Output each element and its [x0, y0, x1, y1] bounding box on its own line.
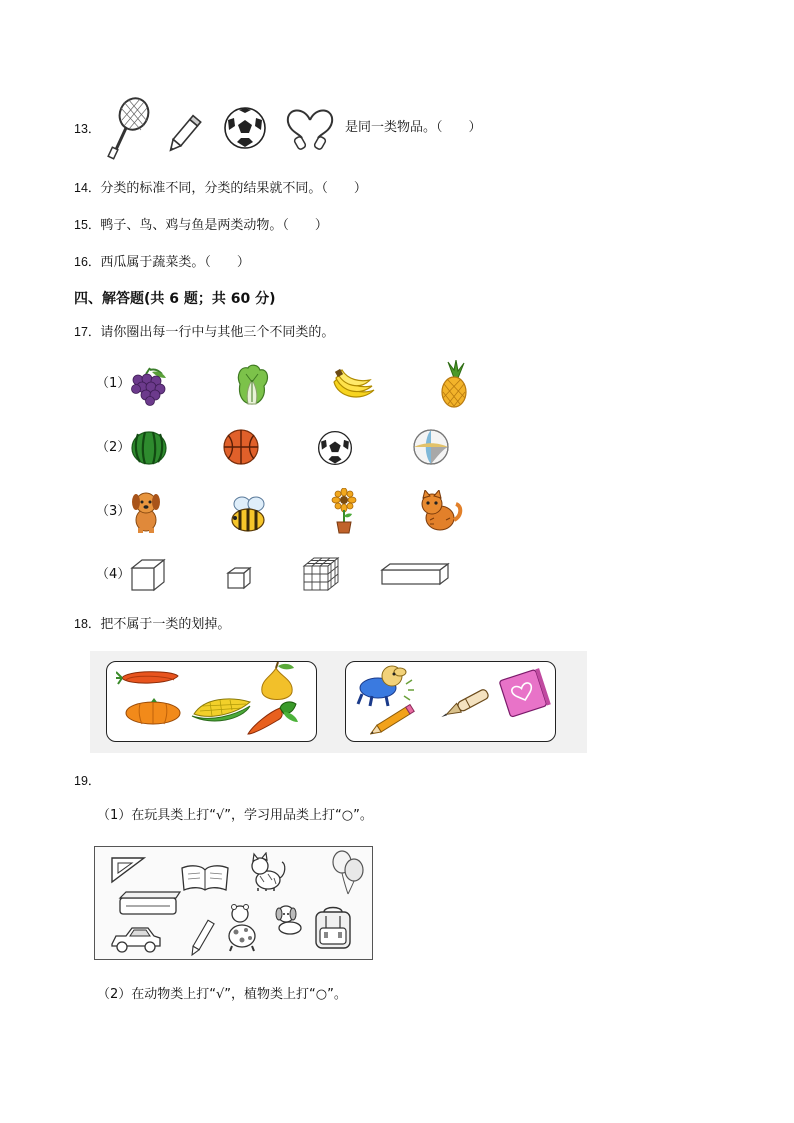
book-icon	[180, 862, 230, 892]
soccer-ball-icon	[317, 430, 353, 466]
orange-pumpkin-icon	[124, 698, 182, 726]
q17-line	[74, 323, 334, 342]
soccer-ball-icon	[223, 106, 267, 150]
q14-number: 14．	[74, 181, 101, 195]
pineapple-icon	[438, 360, 470, 408]
badminton-racket-icon	[104, 96, 152, 160]
pencil-icon	[190, 914, 216, 960]
q17-row-label: （3）	[96, 504, 131, 519]
banana-icon	[330, 368, 376, 404]
q17-row-label: （1）	[96, 376, 131, 391]
dog-icon	[128, 490, 164, 534]
small-cube-icon	[226, 566, 252, 590]
cat-icon	[246, 852, 288, 892]
q17-text: 请你圈出每一行中与其他三个不同类的。	[100, 325, 335, 340]
basketball-icon	[222, 428, 260, 466]
triangle-ruler-icon	[110, 854, 146, 884]
q15-text: 鸭子、鸟、鸡与鱼是两类动物。（ ）	[100, 218, 328, 233]
toy-giraffe-icon	[222, 904, 264, 952]
pencil-icon	[370, 700, 422, 736]
beach-ball-icon	[412, 428, 450, 466]
grapes-icon	[128, 366, 172, 406]
q16-line	[74, 253, 250, 272]
section-heading: 四、解答题(共 6 题；共 60 分)	[74, 291, 276, 307]
puppy-icon	[272, 902, 306, 936]
carrot-icon	[244, 700, 300, 738]
q14-line	[74, 179, 367, 198]
bee-icon	[226, 494, 270, 534]
q16-number: 16．	[74, 255, 101, 269]
q17-number: 17．	[74, 325, 101, 339]
flower-icon	[330, 488, 358, 534]
q13-number: 13．	[74, 122, 101, 136]
toy-car-icon	[108, 924, 164, 954]
q17-row-label: （4）	[96, 567, 131, 582]
jump-rope-icon	[282, 104, 338, 152]
pear-icon	[252, 662, 300, 702]
q19-number: 19．	[74, 774, 101, 788]
school-bag-icon	[310, 904, 356, 952]
q17-row-label: （2）	[96, 440, 131, 455]
carrots-icon	[116, 666, 182, 690]
fountain-pen-icon	[436, 684, 496, 724]
pencil-case-icon	[116, 890, 182, 920]
notebook-icon	[496, 668, 552, 718]
pencil-icon	[166, 108, 210, 154]
cube-icon	[130, 558, 166, 592]
balloons-icon	[330, 850, 366, 896]
q15-line	[74, 216, 328, 235]
q16-text: 西瓜属于蔬菜类。（ ）	[100, 255, 250, 270]
q19-sub2: （2）在动物类上打“√”，植物类上打“○”。	[97, 987, 347, 1002]
q18-text: 把不属于一类的划掉。	[100, 617, 231, 632]
q19-sub1: （1）在玩具类上打“√”，学习用品类上打“○”。	[97, 808, 373, 823]
watermelon-icon	[130, 430, 168, 466]
q14-text: 分类的标准不同，分类的结果就不同。（ ）	[100, 181, 367, 196]
q15-number: 15．	[74, 218, 101, 232]
cat-icon	[416, 490, 464, 532]
q18-line	[74, 615, 230, 634]
rubiks-cube-icon	[302, 556, 340, 592]
q18-number: 18．	[74, 617, 101, 631]
q13-text: 是同一类物品。（ ）	[345, 120, 482, 135]
cuboid-icon	[380, 562, 450, 586]
cabbage-icon	[232, 362, 272, 406]
